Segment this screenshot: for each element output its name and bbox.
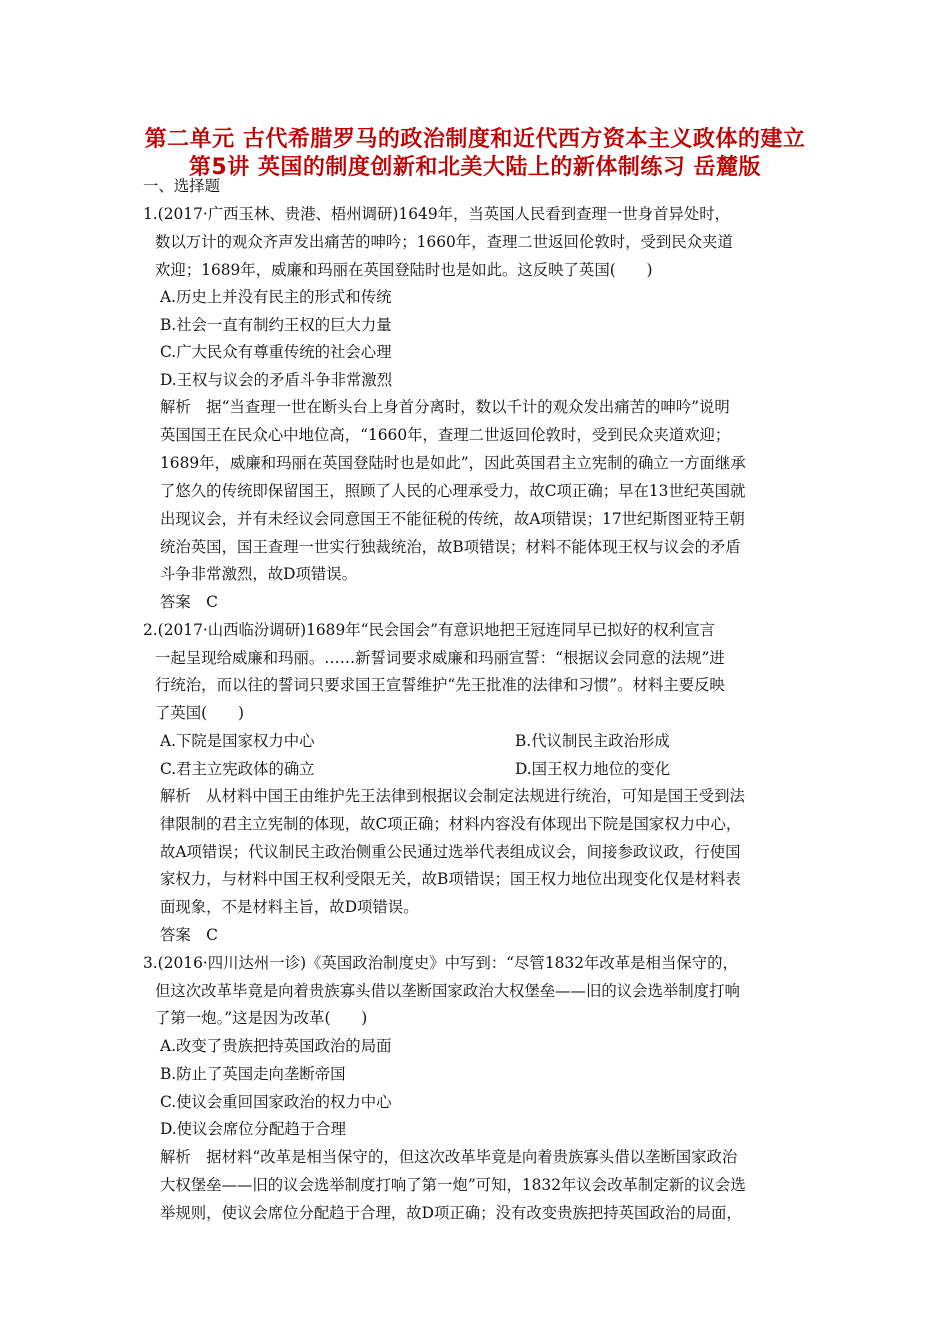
q3-option-a: A.改变了贵族把持英国政治的局面 bbox=[160, 1037, 392, 1055]
document-title-line1: 第二单元 古代希腊罗马的政治制度和近代西方资本主义政体的建立 bbox=[144, 127, 806, 152]
q1-analysis-line: 斗争非常激烈，故D项错误。 bbox=[160, 565, 358, 583]
q2-stem-line: 行统治，而以往的誓词只要求国王宣誓维护“先王批准的法律和习惯”。材料主要反映 bbox=[155, 676, 725, 694]
q1-option-d: D.王权与议会的矛盾斗争非常激烈 bbox=[160, 371, 393, 389]
q3-analysis-line: 举规则，使议会席位分配趋于合理，故D项正确；没有改变贵族把持英国政治的局面， bbox=[160, 1204, 742, 1222]
q2-option-c: C.君主立宪政体的确立 bbox=[160, 760, 315, 778]
q2-option-b: B.代议制民主政治形成 bbox=[515, 732, 670, 750]
q2-option-a: A.下院是国家权力中心 bbox=[160, 732, 315, 750]
q2-answer: 答案 C bbox=[160, 926, 218, 944]
q3-stem-line: 但这次改革毕竟是向着贵族寡头借以垄断国家政治大权堡垒——旧的议会选举制度打响 bbox=[155, 982, 740, 1000]
q1-option-c: C.广大民众有尊重传统的社会心理 bbox=[160, 343, 392, 361]
q2-analysis-line: 故A项错误；代议制民主政治侧重公民通过选举代表组成议会，间接参政议政，行使国 bbox=[160, 843, 741, 861]
q1-stem-line: 欢迎；1689年，威廉和玛丽在英国登陆时也是如此。这反映了英国( ) bbox=[155, 261, 653, 279]
q1-stem-line: 1.(2017·广西玉林、贵港、梧州调研)1649年，当英国人民看到查理一世身首异处时， bbox=[143, 205, 731, 223]
q2-analysis-line: 解析 从材料中国王由维护先王法律到根据议会制定法规进行统治，可知是国王受到法 bbox=[160, 787, 745, 805]
q3-option-d: D.使议会席位分配趋于合理 bbox=[160, 1120, 346, 1138]
q1-answer: 答案 C bbox=[160, 593, 218, 611]
document-title-line2: 第5讲 英国的制度创新和北美大陆上的新体制练习 岳麓版 bbox=[188, 155, 762, 180]
q3-option-b: B.防止了英国走向垄断帝国 bbox=[160, 1065, 346, 1083]
q1-analysis-line: 英国国王在民众心中地位高，“1660年，查理二世返回伦敦时，受到民众夹道欢迎； bbox=[160, 426, 731, 444]
q2-analysis-line: 家权力，与材料中国王权利受限无关，故B项错误；国王权力地位出现变化仅是材料表 bbox=[160, 870, 741, 888]
q2-stem-line: 了英国( ) bbox=[155, 704, 244, 722]
q1-analysis-line: 统治英国，国王查理一世实行独裁统治，故B项错误；材料不能体现王权与议会的矛盾 bbox=[160, 538, 741, 556]
q3-stem-line: 了第一炮。”这是因为改革( ) bbox=[155, 1009, 368, 1027]
q2-stem-line: 一起呈现给威廉和玛丽。……新誓词要求威廉和玛丽宣誓：“根据议会同意的法规”进 bbox=[155, 649, 725, 667]
q1-option-a: A.历史上并没有民主的形式和传统 bbox=[160, 288, 392, 306]
q1-analysis-line: 了悠久的传统即保留国王，照顾了人民的心理承受力，故C项正确；早在13世纪英国就 bbox=[160, 482, 746, 500]
q1-option-b: B.社会一直有制约王权的巨大力量 bbox=[160, 316, 392, 334]
q1-analysis-line: 出现议会，并有未经议会同意国王不能征税的传统，故A项错误；17世纪斯图亚特王朝 bbox=[160, 510, 745, 528]
q2-analysis-line: 律限制的君主立宪制的体现，故C项正确；材料内容没有体现出下院是国家权力中心， bbox=[160, 815, 742, 833]
q3-analysis-line: 解析 据材料“改革是相当保守的，但这次改革毕竟是向着贵族寡头借以垄断国家政治 bbox=[160, 1148, 738, 1166]
q3-stem-line: 3.(2016·四川达州一诊)《英国政治制度史》中写到：“尽管1832年改革是相当保守的， bbox=[143, 954, 738, 972]
q2-option-d: D.国王权力地位的变化 bbox=[515, 760, 671, 778]
q1-analysis-line: 1689年，威廉和玛丽在英国登陆时也是如此”，因此英国君主立宪制的确立一方面继承 bbox=[160, 454, 746, 472]
q2-stem-line: 2.(2017·山西临汾调研)1689年“民会国会”有意识地把王冠连同早已拟好的权利宣言 bbox=[143, 621, 715, 639]
q2-analysis-line: 面现象，不是材料主旨，故D项错误。 bbox=[160, 898, 419, 916]
q3-analysis-line: 大权堡垒——旧的议会选举制度打响了第一炮”可知，1832年议会改革制定新的议会选 bbox=[160, 1176, 746, 1194]
section-heading: 一、选择题 bbox=[143, 177, 220, 195]
q1-analysis-line: 解析 据“当查理一世在断头台上身首分离时，数以千计的观众发出痛苦的呻吟”说明 bbox=[160, 398, 730, 416]
q3-option-c: C.使议会重回国家政治的权力中心 bbox=[160, 1093, 392, 1111]
q1-stem-line: 数以万计的观众齐声发出痛苦的呻吟；1660年，查理二世返回伦敦时，受到民众夹道 bbox=[155, 233, 733, 251]
